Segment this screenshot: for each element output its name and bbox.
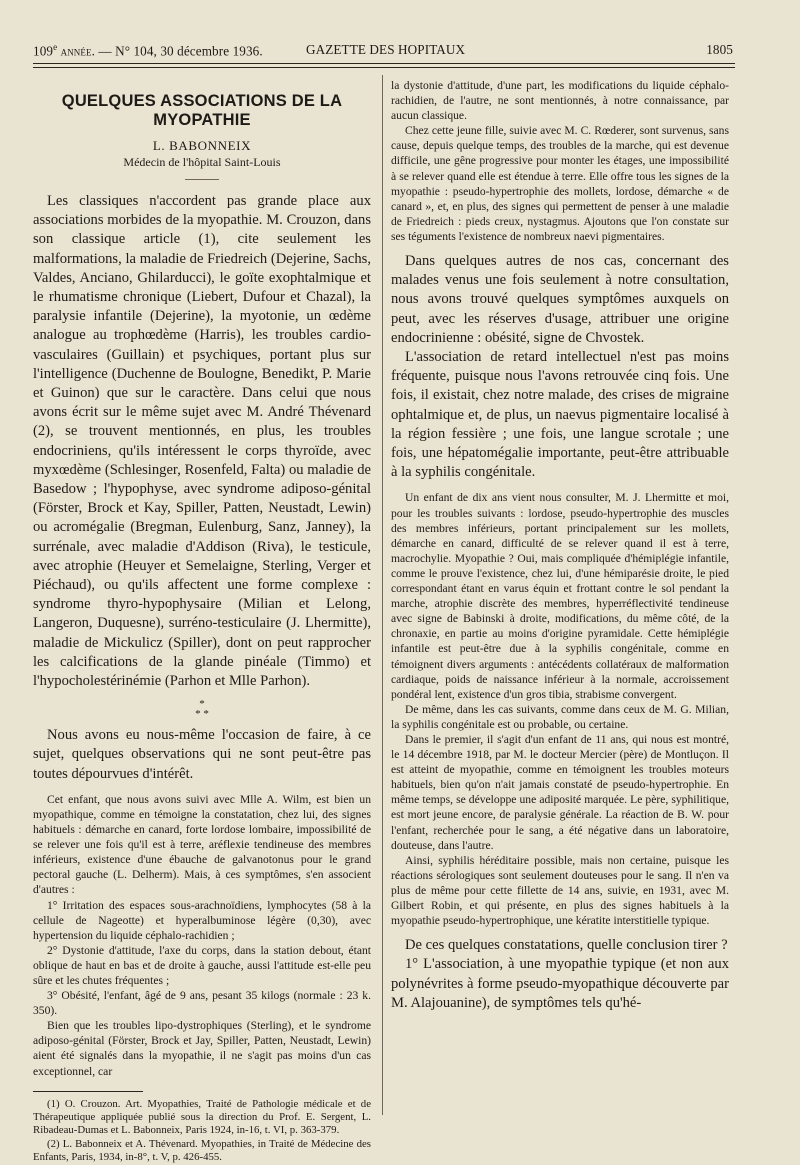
- paragraph: Ainsi, syphilis héréditaire possible, mais non certaine, puisque les réactions sérologiques sont seulement douteuses pour le sang. Il n'en va plus de même pour cette fillette de 14 ans, suivie, en 1931, avec M. Gilbert Robin, et qui présente, en plus des signes habituels à la myopathie pseudo-hypertrophique, une kératite interstitielle typique.: [391, 853, 729, 928]
- right-column: [391, 78, 729, 1013]
- paragraph: 1° Irritation des espaces sous-arachnoïdiens, lymphocytes (58 à la cellule de Nageotte) et hyperalbuminose légère (0,30), avec hypertension du liquide céphalo-rachidien ;: [33, 898, 371, 942]
- article-author: L. BABONNEIX: [152, 138, 252, 153]
- paragraph: Chez cette jeune fille, suivie avec M. C. Rœderer, sont survenus, sans cause, depuis quelque temps, des troubles de la marche, qui est devenue difficile, une gêne progressive pour monter les étages, une impossibilité à se relever quand elle est étendue à terre. Elle offre tous les signes de la myopathie : pseudo-hypertrophie des mollets, lordose, démarche « de canard », et, en plus, des signes qui permettent de penser à une maladie de Friedreich : pieds creux, nystagmus. Ajoutons que l'on constate sur ses téguments l'existence de nombreux naevi pigmentaires.: [391, 124, 729, 243]
- separator-star: *: [199, 698, 205, 711]
- section-separator: [33, 699, 371, 719]
- paragraph: la dystonie d'attitude, d'une part, les modifications du liquide céphalo-rachidien, de l'autre, ne sont mentionnés, à notre connaissance, par aucun classique.: [391, 79, 729, 123]
- header-rule-thin: [33, 67, 735, 68]
- paragraph: Bien que les troubles lipo-dystrophiques (Sterling), et le syndrome adiposo-génital (Förster, Brock et Jay, Spiller, Patten, Neustadt, Lewin) aient été signalés dans la myopathie, il ne s'agit pas moins d'un cas exceptionnel, car: [33, 1019, 371, 1078]
- paragraph: Les classiques n'accordent pas grande place aux associations morbides de la myopathie. M. Crouzon, dans son classique article (1), cite seulement les malformations, la maladie de Friedreich (Dejerine, Sachs, Valdes, Anciano, Ghilarducci), le goïte exophtalmique et le rhumatisme chronique (Liebert, Dufour et Chazal), la paralysie infantile (Dejerine), la myotonie, un œdème analogue au trophœdème (Harris), les troubles cardio-vasculaires (Guillain) et psychiques, portant plus sur l'intelligence (Duchenne de Boulogne, Benedikt, P. Marie et Guinon) que sur le caractère. Dans celui que nous avons écrit sur le même sujet avec M. André Thévenard (2), se trouvent mentionnés, en plus, les troubles endocriniens, qu'ils intéressent le corps thyroïde, avec myxœdème (Schlesinger, Rosenfeld, Falta) ou maladie de Basedow ; l'hypophyse, avec syndrome adiposo-génital (Förster, Brock et Kay, Spiller, Patten, Neustadt, Lewin) ou acromégalie (Bregman, Eulenburg, Sanz, Janney), la surrénale, avec maladie d'Addison (Riva), le testicule, avec atrophie (Heuyer et Semelaigne, Sterling, Verger et Piéchaud), ou qu'ils affectent une forme complexe : syndrome thyro-hypophysaire (Milian et Lelong, Langeron, Duquesne), surréno-testiculaire (J. Lhermitte), maladie de Mickulicz (Spiller), dont on peut rapprocher les calcifications de la glande pinéale (Timmo) et l'hypocholestérinémie (Parhon et Mlle Parhon).: [33, 193, 371, 690]
- footnote-rule: [33, 1091, 143, 1092]
- issue-info: [33, 42, 263, 59]
- left-column: [33, 78, 371, 1165]
- paragraph: Dans le premier, il s'agit d'un enfant de 11 ans, qui nous est montré, le 14 décembre 1918, par M. le docteur Mercier (père) de Montluçon. Il est atteint de myopathie, comme en témoignent les troubles moteurs habituels, bien qu'on n'ait jamais constaté de pseudo-hypertrophie. En même temps, se développe une adiposité marquée. Le père, syphilitique, est mort jeune encore, de paralysie générale. La réaction de B. W. pour l'enfant, recherchée pour le sang, a été négative dans un laboratoire, douteuse, dans l'autre.: [391, 732, 729, 852]
- paragraph: L'association de retard intellectuel n'est pas moins fréquente, puisque nous l'avons retrouvée cinq fois. Une fois, il existait, chez notre malade, des crises de migraine ophtalmique et, de plus, un naevus pigmentaire localisé à la région fessière ; une fois, une langue scrotale ; une fois, une hépatomégalie importante, peut-être attribuable à la syphilis congénitale.: [391, 349, 729, 481]
- paragraph: Un enfant de dix ans vient nous consulter, M. J. Lhermitte et moi, pour les troubles suivants : lordose, pseudo-hypertrophie des muscles des membres inférieurs, portant principalement sur les mollets, démarche en canard, difficulté de se relever quand il est à terre, macrochylie. Myopathie ? Oui, mais compliquée d'hémiplégie infantile, comme le prouve l'existence, chez lui, d'une hémiparésie droite, le pied correspondant étant en varus équin et frottant contre le sol pendant la marche, atrophie discrète des membres, hyperréflectivité tendineuse avec signe de Babinski à droite, modifications, du même côté, de la chronaxie, en partie au moins d'origine pyramidale. Cette hémiplégie infantile est peut-être due à la syphilis congénitale, comme en témoignent divers arguments : antécédents collatéraux de malformation cardiaque, poids de naissance inférieur à la normale, accroissement pondéral lent, existence d'un gros tibia, strabisme convergent.: [391, 491, 729, 701]
- column-divider: [382, 75, 383, 1115]
- paragraph: 3° Obésité, l'enfant, âgé de 9 ans, pesant 35 kilogs (normale : 23 k. 350).: [33, 989, 371, 1018]
- title-separator: [185, 179, 219, 180]
- paragraph: De ces quelques constatations, quelle conclusion tirer ?: [405, 937, 728, 954]
- volume-suffix: e: [53, 42, 58, 52]
- running-header: [33, 42, 733, 62]
- paragraph: Cet enfant, que nous avons suivi avec Mlle A. Wilm, est bien un myopathique, comme en témoigne la constatation, chez lui, des signes habituels : démarche en canard, forte lordose lombaire, impossibilité de se relever une fois qu'il est à terre, aréflexie tendineuse des membres inférieurs, existence d'une ébauche de galvanotonus pour le grand pectoral gauche (L. Delherm). Mais, à ces symptômes, s'en associent d'autres :: [33, 792, 371, 897]
- author-affiliation: Médecin de l'hôpital Saint-Louis: [123, 155, 281, 169]
- volume-label: année.: [57, 43, 95, 59]
- paragraph: 2° Dystonie d'attitude, l'axe du corps, dans la station debout, étant oblique de haut en bas et de droite à gauche, aussi l'attitude est-elle peu sûre et les chutes fréquentes ;: [33, 943, 371, 988]
- paragraph: 1° L'association, à une myopathie typique (et non aux polynévrites à forme pseudo-myopathique découverte par M. Alajouanine), de symptômes tels qu'hé-: [391, 956, 729, 1011]
- journal-name: GAZETTE DES HOPITAUX: [306, 42, 466, 57]
- paragraph: De même, dans les cas suivants, comme dans ceux de M. G. Milian, la syphilis congénitale est ou probable, ou certaine.: [391, 702, 729, 731]
- footnote: (2) L. Babonneix et A. Thévenard. Myopathies, in Traité de Médecine des Enfants, Paris, 1934, in-8°, t. V, p. 426-455.: [33, 1137, 371, 1164]
- volume-number: 109: [33, 43, 54, 59]
- paragraph: Nous avons eu nous-même l'occasion de faire, à ce sujet, quelques observations qui ne sont peut-être pas toutes dépourvues d'intérêt.: [33, 727, 371, 782]
- issue-date: — N° 104, 30 décembre 1936.: [95, 43, 263, 59]
- footnote: (1) O. Crouzon. Art. Myopathies, Traité de Pathologie médicale et de Thérapeutique appliquée publié sous la direction du Prof. E. Sergent, L. Ribadeau-Dumas et L. Babonneix, Paris 1924, in-16, t. VI, p. 363-379.: [33, 1097, 371, 1137]
- header-rule: [33, 63, 735, 64]
- page-number: 1805: [706, 42, 733, 57]
- paragraph: Dans quelques autres de nos cas, concernant des malades venus une fois seulement à notre consultation, nous avons trouvé quelques symptômes auxquels on peut, avec les réserves d'usage, attribuer une origine endocrinienne : obésité, signe de Chvostek.: [391, 253, 729, 346]
- article-title: QUELQUES ASSOCIATIONS DE LA MYOPATHIE: [61, 92, 343, 129]
- separator-stars: * *: [195, 708, 209, 721]
